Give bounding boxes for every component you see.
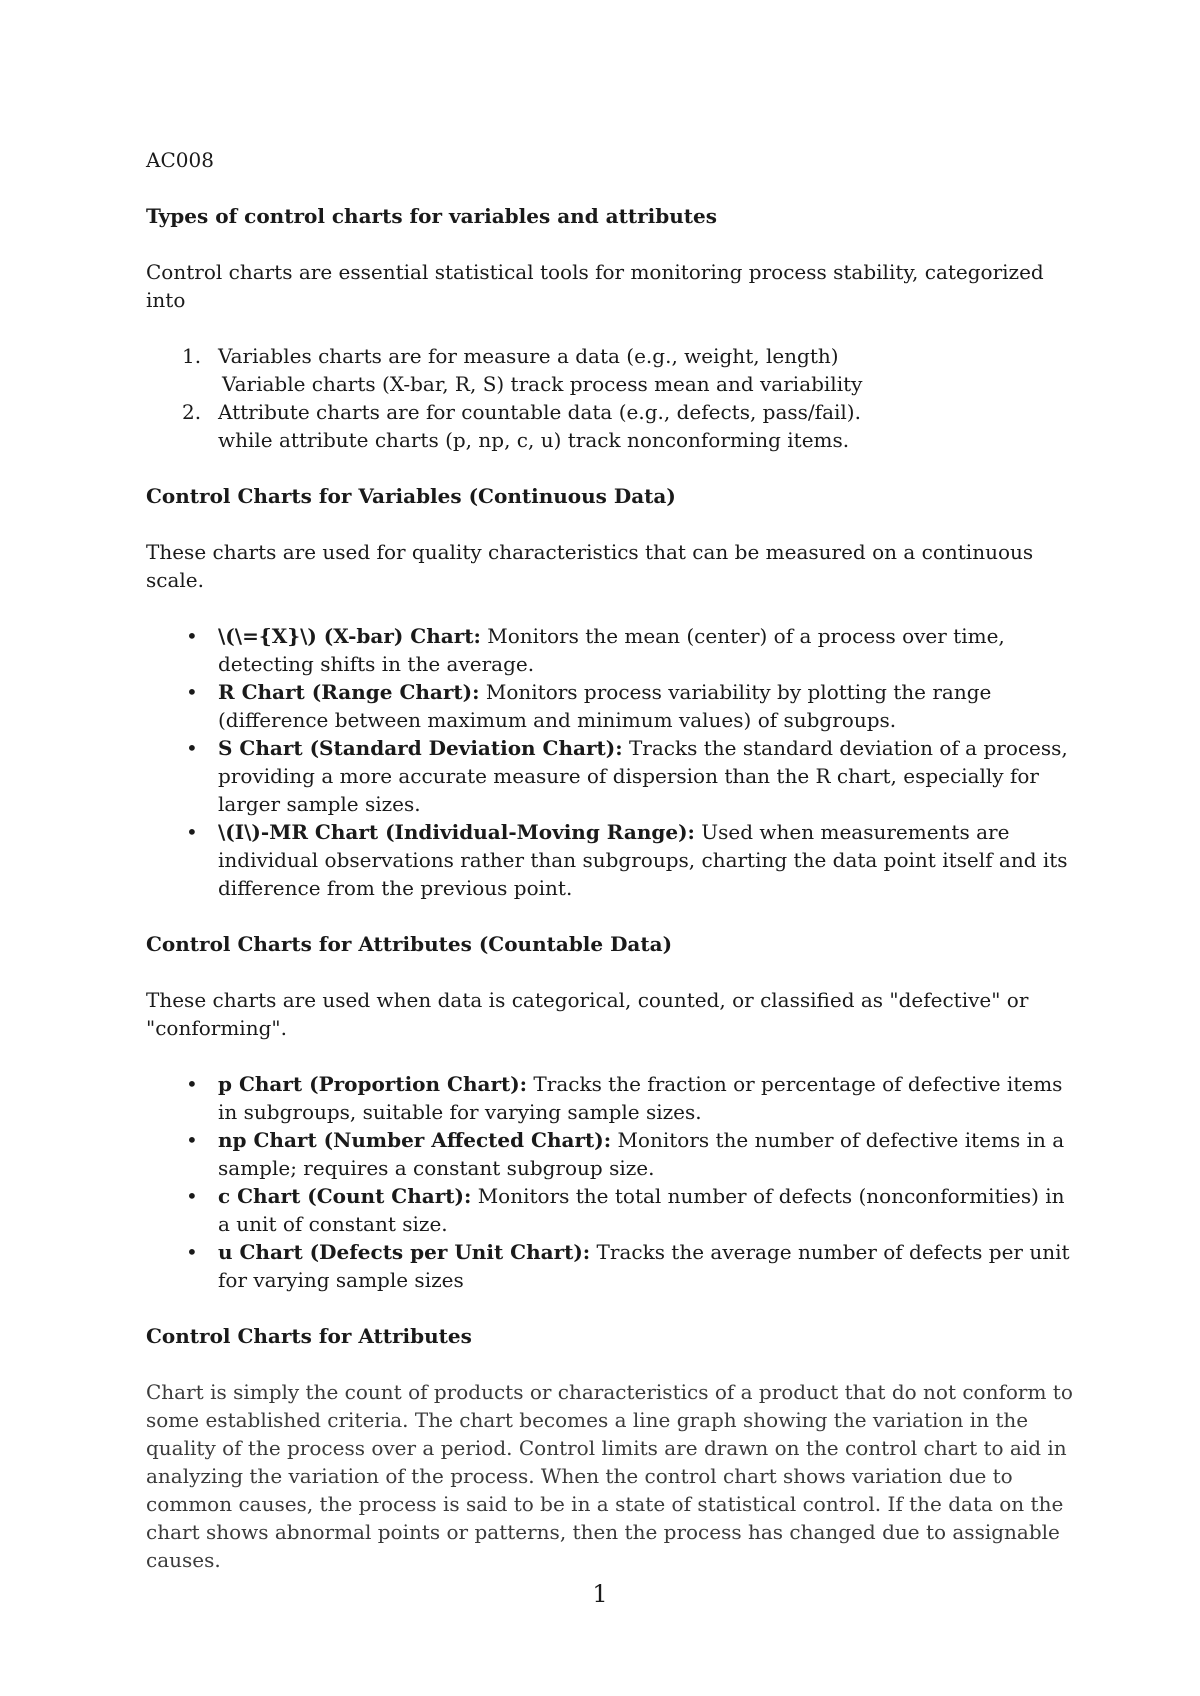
intro-paragraph: Control charts are essential statistical tools for monitoring process stability, categorized into: [146, 260, 1044, 312]
chart-types-list: [146, 342, 1076, 454]
chart-description: Tracks the fraction or percentage of defective items in subgroups, suitable for varying sample sizes.: [218, 1072, 1063, 1124]
document-title: Types of control charts for variables and attributes: [146, 204, 717, 228]
chart-description: Monitors process variability by plotting the range (difference between maximum and minimum values) of subgroups.: [218, 680, 992, 732]
list-item-line: Variables charts are for measure a data (e.g., weight, length): [218, 344, 839, 368]
list-item: [146, 734, 1076, 818]
bullet-icon: •: [186, 1240, 198, 1264]
list-item: [146, 342, 1076, 398]
list-item: [146, 622, 1076, 678]
list-item: [146, 1126, 1076, 1182]
bullet-icon: •: [186, 1128, 198, 1152]
list-item: [146, 1070, 1076, 1126]
chart-term: np Chart (Number Affected Chart):: [218, 1128, 612, 1152]
list-item-line: while attribute charts (p, np, c, u) track nonconforming items.: [218, 428, 850, 452]
section-heading-variables: Control Charts for Variables (Continuous Data): [146, 484, 676, 508]
list-item-line: Variable charts (X-bar, R, S) track process mean and variability: [222, 372, 863, 396]
chart-term: u Chart (Defects per Unit Chart):: [218, 1240, 591, 1264]
chart-term: p Chart (Proportion Chart):: [218, 1072, 528, 1096]
document-page: [146, 146, 1076, 1574]
chart-description: Used when measurements are individual observations rather than subgroups, charting the data point itself and its difference from the previous point.: [218, 820, 1068, 900]
chart-description: Tracks the standard deviation of a process, providing a more accurate measure of dispersion than the R chart, especially for larger sample sizes.: [218, 736, 1068, 816]
list-item: [146, 818, 1076, 902]
list-number: 1.: [182, 344, 202, 368]
bullet-icon: •: [186, 1184, 198, 1208]
chart-term: R Chart (Range Chart):: [218, 680, 480, 704]
list-item-line: Attribute charts are for countable data (e.g., defects, pass/fail).: [218, 400, 861, 424]
list-number: 2.: [182, 400, 202, 424]
section-heading-attributes-detail: Control Charts for Attributes: [146, 1324, 472, 1348]
chart-description: Monitors the number of defective items in a sample; requires a constant subgroup size.: [218, 1128, 1065, 1180]
bullet-icon: •: [186, 680, 198, 704]
list-item: [146, 398, 1076, 454]
variables-intro: These charts are used for quality characteristics that can be measured on a continuous scale.: [146, 540, 1034, 592]
chart-term: S Chart (Standard Deviation Chart):: [218, 736, 623, 760]
chart-description: Tracks the average number of defects per unit for varying sample sizes: [218, 1240, 1070, 1292]
page-number: 1: [592, 1580, 608, 1608]
bullet-icon: •: [186, 736, 198, 760]
variables-chart-list: [146, 622, 1076, 902]
bullet-icon: •: [186, 624, 198, 648]
chart-term: c Chart (Count Chart):: [218, 1184, 472, 1208]
list-item: [146, 678, 1076, 734]
chart-term: \(\={X}\) (X-bar) Chart:: [218, 624, 481, 648]
chart-description: Monitors the mean (center) of a process over time, detecting shifts in the average.: [218, 624, 1005, 676]
attributes-intro: These charts are used when data is categorical, counted, or classified as "defective" or "conforming".: [146, 988, 1029, 1040]
list-item: [146, 1182, 1076, 1238]
bullet-icon: •: [186, 820, 198, 844]
attributes-detail-paragraph: Chart is simply the count of products or characteristics of a product that do not conform to some established criteria. The chart becomes a line graph showing the variation in the quality of the process over a period. Control limits are drawn on the control chart to aid in analyzing the variation of the process. When the control chart shows variation due to common causes, the process is said to be in a state of statistical control. If the data on the chart shows abnormal points or patterns, then the process has changed due to assignable causes.: [146, 1380, 1073, 1572]
chart-term: \(I\)-MR Chart (Individual-Moving Range):: [218, 820, 695, 844]
bullet-icon: •: [186, 1072, 198, 1096]
list-item: [146, 1238, 1076, 1294]
document-code: AC008: [146, 148, 214, 172]
section-heading-attributes: Control Charts for Attributes (Countable Data): [146, 932, 673, 956]
attributes-chart-list: [146, 1070, 1076, 1294]
chart-description: Monitors the total number of defects (nonconformities) in a unit of constant size.: [218, 1184, 1065, 1236]
